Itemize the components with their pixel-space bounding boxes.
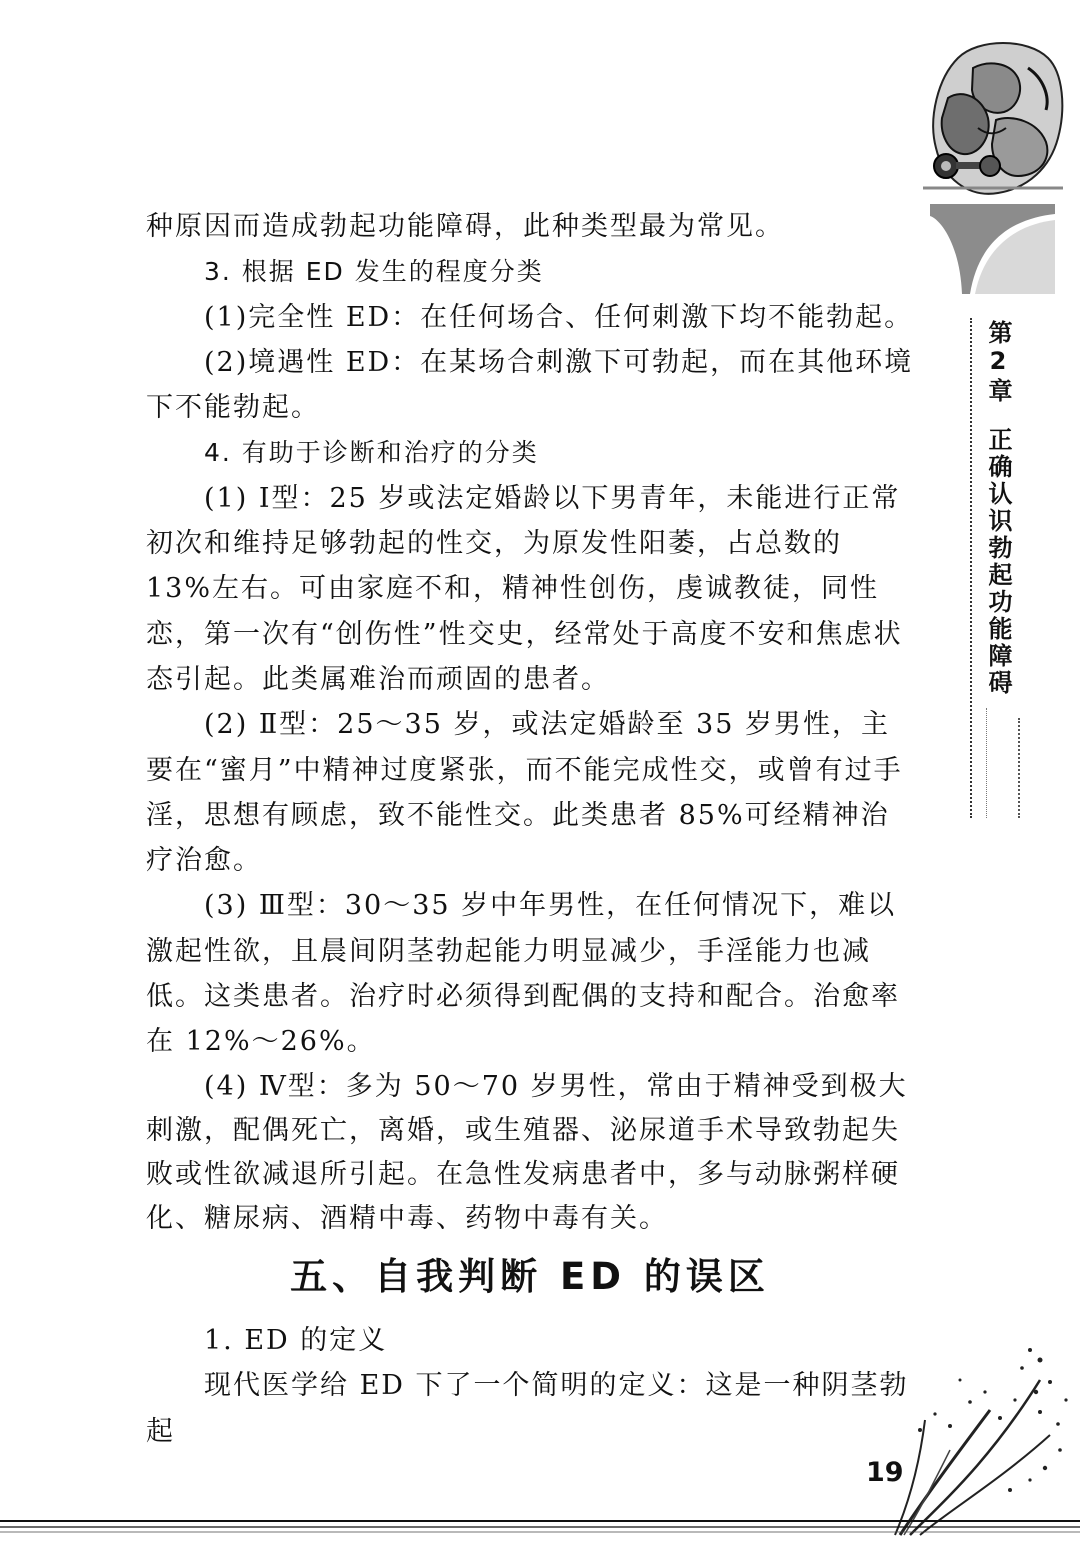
footer-rule	[0, 1515, 1080, 1548]
section-heading: 五、自我判断 ED 的误区	[290, 1255, 770, 1298]
side-dotted-rule-inner	[986, 708, 987, 818]
section-body	[146, 1318, 914, 1454]
chapter-tab-decoration	[930, 204, 1055, 294]
side-dotted-rule-right	[1018, 718, 1020, 818]
paragraph-type-2: (2) Ⅱ型：25～35 岁，或法定婚龄至 35 岁男性，主要在“蜜月”中精神过度紧张，而不能完成性交，或曾有过手淫，思想有顾虑，致不能性交。此类患者 85%可经精神治疗治愈。	[146, 709, 903, 877]
side-dotted-rule	[970, 318, 972, 818]
section-paragraph: 现代医学给 ED 下了一个简明的定义：这是一种阴茎勃起	[146, 1370, 909, 1447]
chapter-title: 正确认识勃起功能障碍	[984, 427, 1012, 697]
chapter-number: 第2章	[984, 320, 1012, 405]
subheading-diagnosis: 4. 有助于诊断和治疗的分类	[204, 438, 539, 468]
grass-sparkle-decoration	[890, 1340, 1070, 1540]
paragraph-type-1: (1) Ⅰ型：25 岁或法定婚龄以下男青年，未能进行正常初次和维持足够勃起的性交，为原发性阳萎，占总数的 13%左右。可由家庭不和，精神性创伤，虔诚教徒，同性恋，第一次有“创伤性”性交史，经常处于高度不安和焦虑状态引起。此类属难治而顽固的患者。	[146, 482, 903, 695]
paragraph-type-3: (3) Ⅲ型：30～35 岁中年男性，在任何情况下，难以激起性欲，且晨间阴茎勃起能力明显减少，手淫能力也减低。这类患者。治疗时必须得到配偶的支持和配合。治愈率在 12%～26%。	[146, 890, 900, 1058]
paragraph-continuation: 种原因而造成勃起功能障碍，此种类型最为常见。	[146, 211, 784, 242]
page-number: 19	[866, 1457, 904, 1488]
paragraph-type-4: (4) Ⅳ型：多为 50～70 岁男性，常由于精神受到极大刺激，配偶死亡，离婚，或生殖器、泌尿道手术导致勃起失败或性欲减退所引起。在急性发病患者中，多与动脉粥样硬化、糖尿病、酒精中毒、药物中毒有关。	[146, 1070, 908, 1234]
paragraph-situational-ed: (2)境遇性 ED：在某场合刺激下可勃起，而在其他环境下不能勃起。	[146, 346, 914, 424]
section-subheading: 1. ED 的定义	[204, 1325, 388, 1356]
paragraph-complete-ed: (1)完全性 ED：在任何场合、任何刺激下均不能勃起。	[204, 301, 914, 333]
bodybuilder-illustration	[918, 38, 1068, 203]
subheading-severity: 3. 根据 ED 发生的程度分类	[204, 257, 544, 287]
chapter-vertical-text	[980, 320, 1016, 697]
body-text	[146, 204, 914, 1241]
chapter-side-label	[970, 318, 1026, 818]
